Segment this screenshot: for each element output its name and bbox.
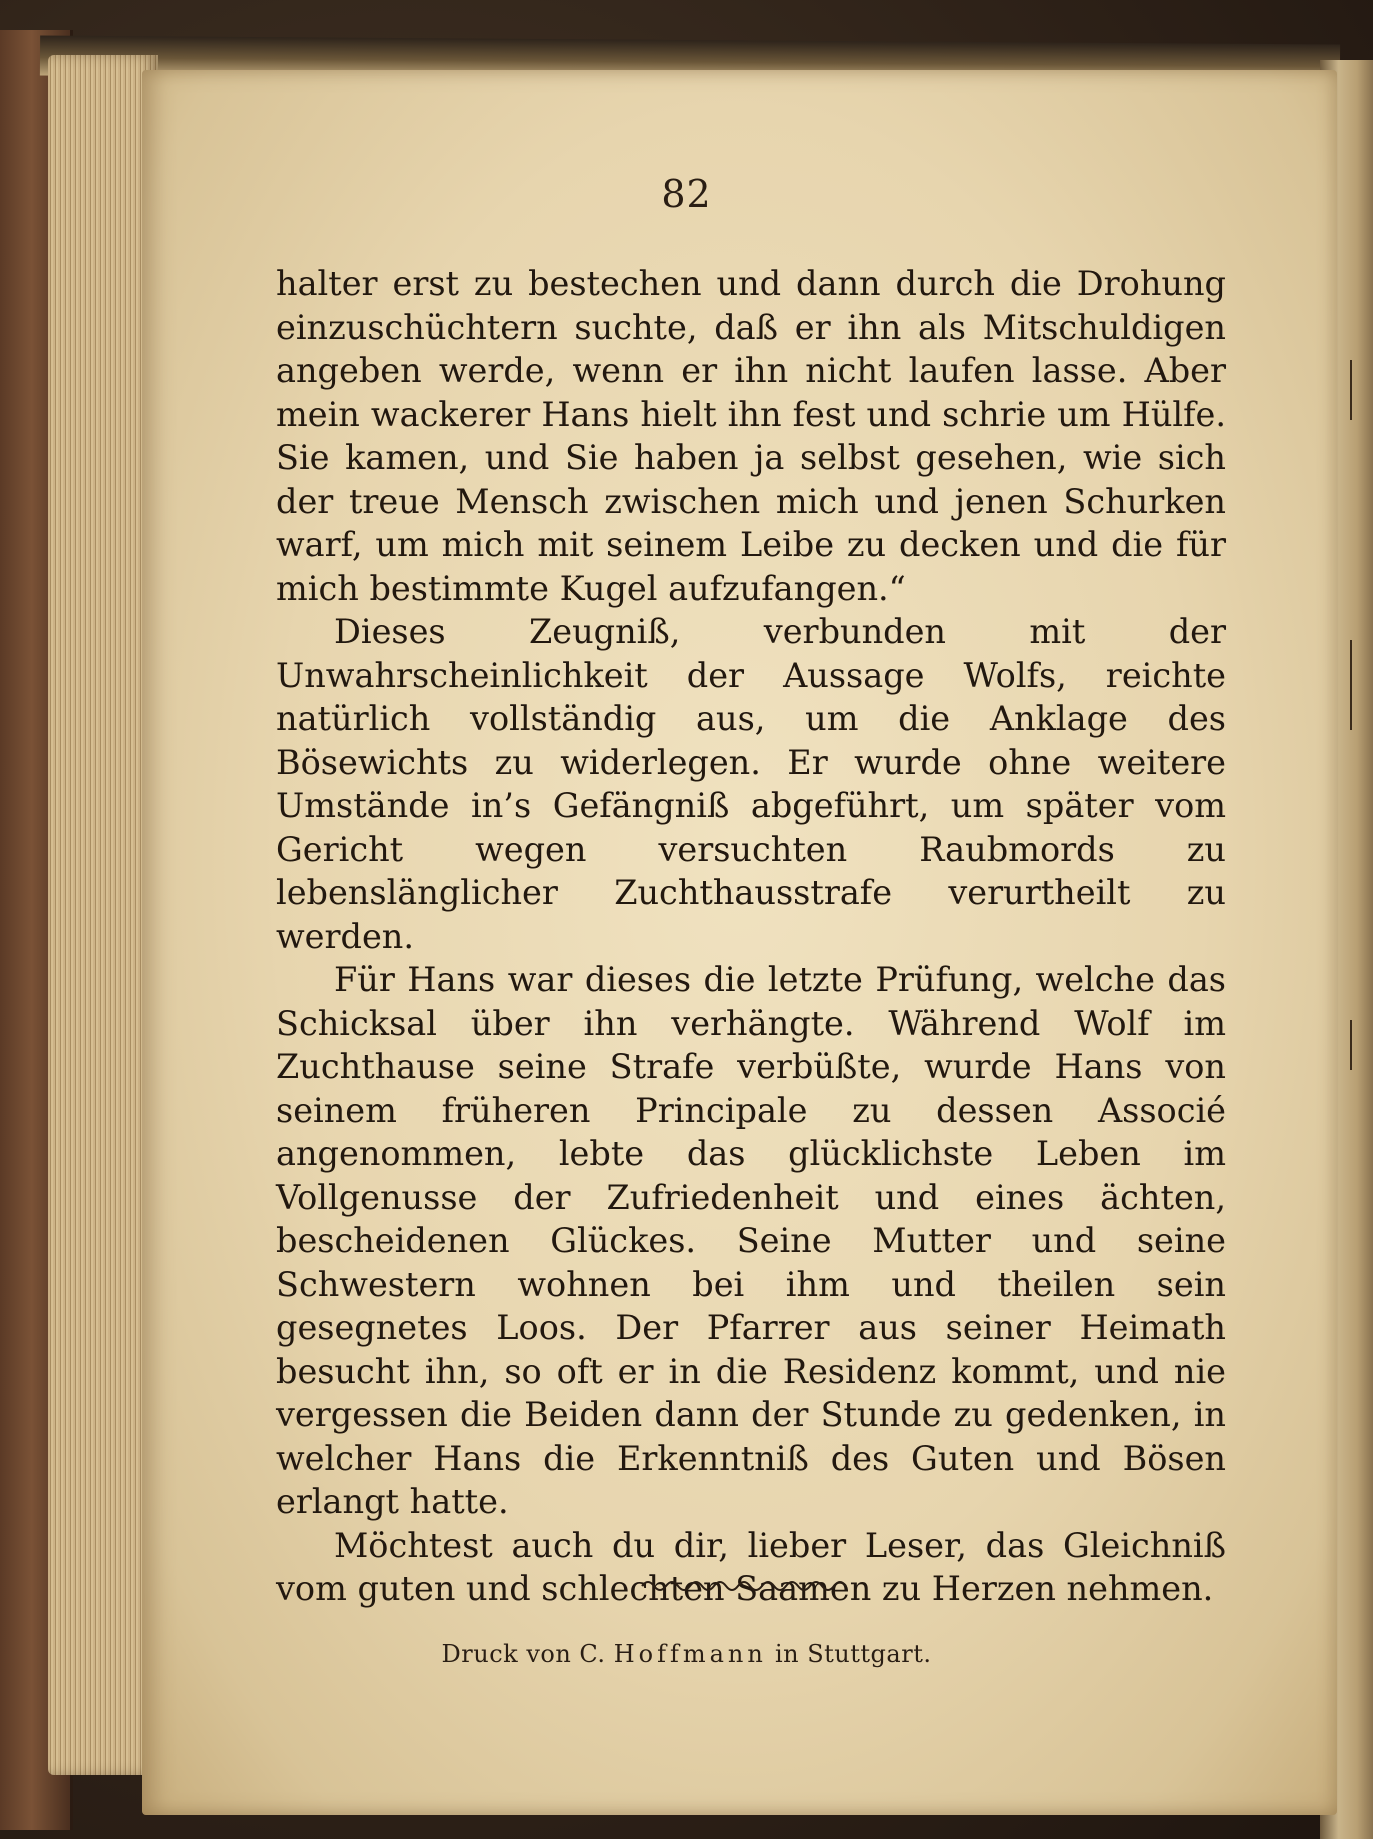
imprint-printer-name: Hoffmann <box>613 1640 767 1668</box>
wavy-rule-ornament <box>640 1575 850 1597</box>
paragraph: Für Hans war dieses die letzte Prüfung, welche das Schicksal über ihn verhängte. Während Wolf im Zuchthause seine Strafe verbüßte, wurde Hans von seinem früheren Principale zu dessen Associé angenommen, lebte das glücklichste Leben im Vollgenusse der Zufriedenheit und eines ächten, bescheidenen Glückes. Seine Mutter und seine Schwestern wohnen bei ihm und theilen sein gesegnetes Loos. Der Pfarrer aus seiner Heimath besucht ihn, so oft er in die Residenz kommt, und nie vergessen die Beiden dann der Stunde zu gedenken, in welcher Hans die Erkenntniß des Guten und Bösen erlangt hatte. <box>276 960 1226 1521</box>
paragraph: Dieses Zeugniß, verbunden mit der Unwahrscheinlichkeit der Aussage Wolfs, reichte natürlich vollständig aus, um die Anklage des Bösewichts zu widerlegen. Er wurde ohne weitere Umstände in’s Gefängniß abgeführt, um später vom Gericht wegen versuchten Raubmords zu lebenslänglicher Zuchthausstrafe verurtheilt zu werden. <box>276 612 1226 956</box>
printer-imprint <box>0 1640 1373 1668</box>
imprint-prefix: Druck von C. <box>441 1640 606 1668</box>
gutter-mark <box>1350 1020 1352 1070</box>
imprint-suffix: in Stuttgart. <box>774 1640 932 1668</box>
paragraph: halter erst zu bestechen und dann durch die Drohung einzuschüchtern suchte, daß er ihn als Mitschuldigen angeben werde, wenn er ihn nicht laufen lasse. Aber mein wackerer Hans hielt ihn fest und schrie um Hülfe. Sie kamen, und Sie haben ja selbst gesehen, wie sich der treue Mensch zwischen mich und jenen Schurken warf, um mich mit seinem Leibe zu decken und die für mich bestimmte Kugel aufzufangen.“ <box>276 264 1226 608</box>
gutter-mark <box>1350 360 1352 420</box>
gutter-mark <box>1350 640 1352 730</box>
body-text <box>276 262 1226 1611</box>
paragraph: Möchtest auch du dir, lieber Leser, das Gleichniß vom guten und schlechten Saamen zu Herzen nehmen. <box>276 1525 1226 1608</box>
page-number: 82 <box>661 172 712 216</box>
